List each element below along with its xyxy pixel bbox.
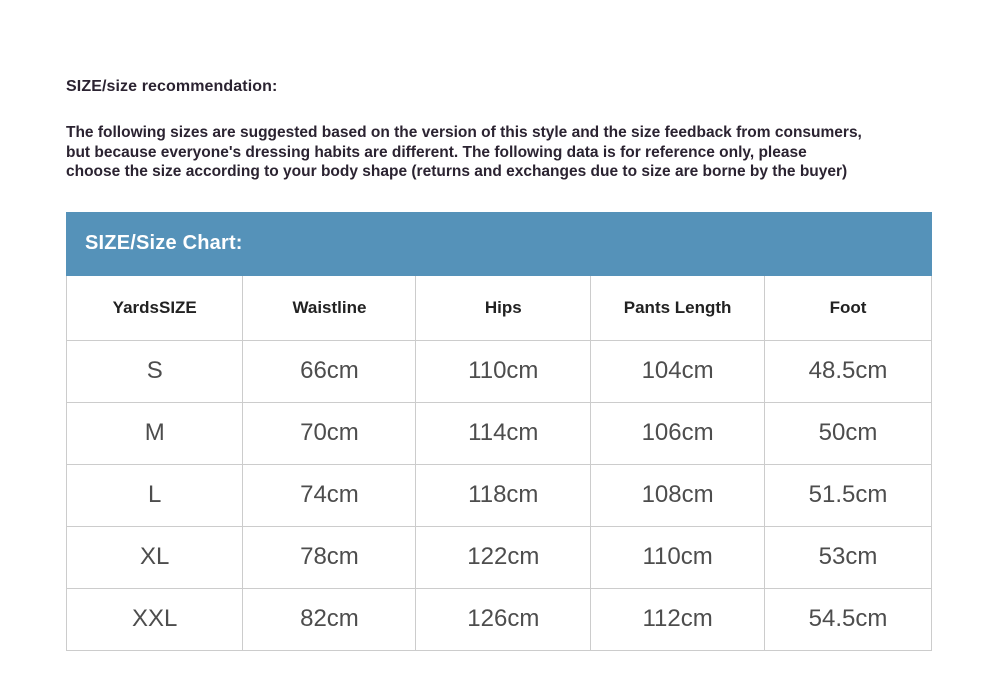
- column-header-waistline: Waistline: [243, 276, 416, 341]
- measurement-cell: 50cm: [765, 402, 932, 464]
- measurement-cell: 114cm: [416, 402, 591, 464]
- size-cell: XXL: [67, 588, 243, 650]
- size-chart-title-bar: [66, 212, 932, 276]
- table-header-row: [67, 276, 932, 341]
- measurement-cell: 53cm: [765, 526, 932, 588]
- measurement-cell: 82cm: [243, 588, 416, 650]
- measurement-cell: 112cm: [591, 588, 765, 650]
- table-row-s: [67, 340, 932, 402]
- measurement-cell: 104cm: [591, 340, 765, 402]
- measurement-cell: 51.5cm: [765, 464, 932, 526]
- table-row-m: [67, 402, 932, 464]
- measurement-cell: 66cm: [243, 340, 416, 402]
- measurement-cell: 74cm: [243, 464, 416, 526]
- size-chart: [66, 212, 932, 651]
- measurement-cell: 78cm: [243, 526, 416, 588]
- size-table: [66, 276, 932, 651]
- measurement-cell: 110cm: [416, 340, 591, 402]
- size-chart-title: SIZE/Size Chart:: [85, 232, 243, 254]
- measurement-cell: 122cm: [416, 526, 591, 588]
- table-row-xxl: [67, 588, 932, 650]
- size-cell: XL: [67, 526, 243, 588]
- column-header-pants-length: Pants Length: [591, 276, 765, 341]
- paragraph-line: choose the size according to your body shape (returns and exchanges due to size are borne by the buyer): [66, 163, 848, 180]
- size-recommendation-paragraph: [66, 123, 934, 182]
- measurement-cell: 48.5cm: [765, 340, 932, 402]
- size-cell: L: [67, 464, 243, 526]
- size-cell: M: [67, 402, 243, 464]
- size-cell: S: [67, 340, 243, 402]
- measurement-cell: 126cm: [416, 588, 591, 650]
- paragraph-line: but because everyone's dressing habits are different. The following data is for reference only, please: [66, 143, 807, 161]
- size-recommendation-title: SIZE/size recommendation:: [66, 78, 278, 95]
- column-header-foot: Foot: [765, 276, 932, 341]
- measurement-cell: 106cm: [591, 402, 765, 464]
- table-row-l: [67, 464, 932, 526]
- measurement-cell: 110cm: [591, 526, 765, 588]
- table-row-xl: [67, 526, 932, 588]
- measurement-cell: 70cm: [243, 402, 416, 464]
- column-header-hips: Hips: [416, 276, 591, 341]
- column-header-size: YardsSIZE: [67, 276, 243, 341]
- measurement-cell: 108cm: [591, 464, 765, 526]
- measurement-cell: 54.5cm: [765, 588, 932, 650]
- measurement-cell: 118cm: [416, 464, 591, 526]
- paragraph-line: The following sizes are suggested based on the version of this style and the size feedback from consumers,: [66, 124, 862, 141]
